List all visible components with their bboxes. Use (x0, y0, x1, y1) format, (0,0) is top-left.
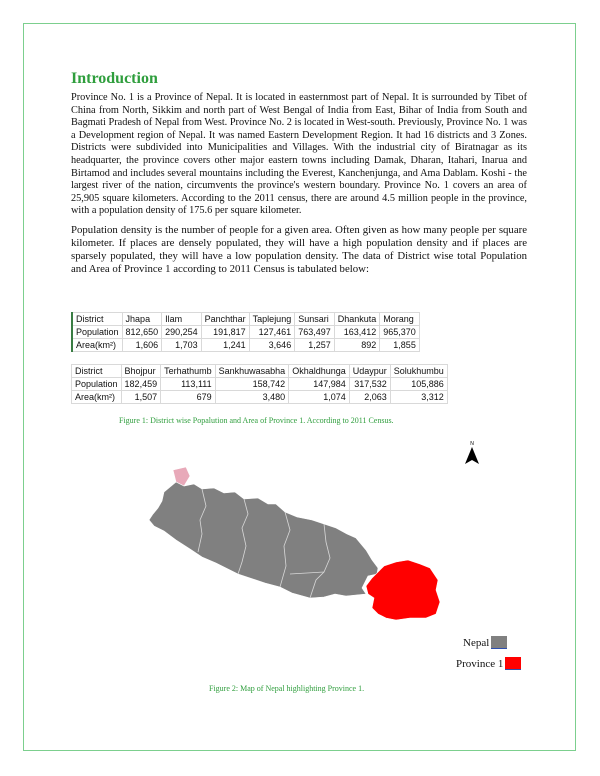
legend-province-1 (456, 657, 521, 670)
north-arrow (462, 440, 482, 466)
table-cell: 1,257 (295, 339, 335, 352)
table-cell: Ilam (162, 313, 202, 326)
table-header-row (72, 313, 419, 326)
legend-nepal-label: Nepal (463, 636, 490, 649)
table-cell: 158,742 (215, 378, 289, 391)
density-paragraph: Population density is the number of people for a given area. Often given as how many people per square kilometer. If places are densely populated, they will have a high population density and if places are sparsely populated, they will have a low population density. The data of District wise total Population and Area of Province 1 according to 2011 Census is tabulated below: (71, 223, 527, 275)
table-row (72, 326, 419, 339)
intro-paragraph: Province No. 1 is a Province of Nepal. It is located in easternmost part of Nepal. It is surrounded by Tibet of China from North, Sikkim and north part of West Bengal of India from East, Bihar of India from South and Bagmati Pradesh of Nepal from West. Province No. 2 is located in West-south. Previously, Province No. 1 was a Development region of Nepal. It was named Eastern Development Region. It had 16 districts and 3 Zones. Districts were subdivided into Municipalities and Villages. With the industrial city of Biratnagar as its headquarter, the province covers other major eastern towns including Damak, Dharan, Itahari, Inarua and Birtamod and includes several mountains including the Everest, Kanchenjunga, and Ama Dablam. Koshi - the largest river of the nation, circumvents the province's western boundary. Province No. 1 covers an area of 25,905 square kilometers. According to the 2011 census, there are around 4.5 million people in the province, with a population density of 175.6 per square kilometer. (71, 92, 528, 217)
table-cell: Panchthar (201, 313, 249, 326)
table-cell: 113,111 (161, 378, 216, 391)
table-cell: 182,459 (121, 378, 161, 391)
table-cell: Taplejung (249, 313, 295, 326)
table-cell: Bhojpur (121, 365, 161, 378)
table-cell: Jhapa (122, 313, 162, 326)
table-cell: 1,606 (122, 339, 162, 352)
legend-nepal (463, 636, 507, 649)
table-cell: 105,886 (390, 378, 447, 391)
table-row (72, 339, 419, 352)
table-cell: 317,532 (349, 378, 390, 391)
district-table-2 (71, 364, 448, 404)
table-cell: Area(km²) (72, 391, 122, 404)
table-cell: 679 (161, 391, 216, 404)
table-cell: 3,480 (215, 391, 289, 404)
table-header-row (72, 365, 448, 378)
table-cell: Dhankuta (334, 313, 380, 326)
table-cell: Terhathumb (161, 365, 216, 378)
table-cell: Population (72, 326, 122, 339)
north-arrow-icon (462, 440, 482, 466)
table-cell: Sankhuwasabha (215, 365, 289, 378)
legend-province-swatch (505, 657, 521, 670)
table-cell: Solukhumbu (390, 365, 447, 378)
legend-province-label: Province 1 (456, 657, 504, 670)
nepal-map-image (140, 462, 446, 628)
table-cell: Sunsari (295, 313, 335, 326)
table-cell: 2,063 (349, 391, 390, 404)
table-row (72, 391, 448, 404)
nepal-map (140, 462, 446, 628)
table-cell: 1,855 (380, 339, 420, 352)
table-cell: 1,241 (201, 339, 249, 352)
table-cell: 3,646 (249, 339, 295, 352)
table-cell: 763,497 (295, 326, 335, 339)
table-cell: 127,461 (249, 326, 295, 339)
section-heading: Introduction (71, 70, 158, 87)
figure-2-caption: Figure 2: Map of Nepal highlighting Province 1. (209, 684, 365, 693)
table-cell: 191,817 (201, 326, 249, 339)
table-cell: 147,984 (289, 378, 350, 391)
table-cell: Okhaldhunga (289, 365, 350, 378)
table-cell: 1,703 (162, 339, 202, 352)
table-cell: District (72, 313, 122, 326)
table-cell: Morang (380, 313, 420, 326)
document-body (71, 70, 527, 276)
north-label: N (470, 441, 474, 447)
table-cell: 965,370 (380, 326, 420, 339)
table-row (72, 378, 448, 391)
table-cell: District (72, 365, 122, 378)
district-table-1 (71, 312, 420, 352)
table-cell: 3,312 (390, 391, 447, 404)
table-cell: 812,650 (122, 326, 162, 339)
table-cell: 163,412 (334, 326, 380, 339)
table-cell: 1,074 (289, 391, 350, 404)
table-cell: Udaypur (349, 365, 390, 378)
table-cell: 1,507 (121, 391, 161, 404)
table-cell: 892 (334, 339, 380, 352)
table-cell: Population (72, 378, 122, 391)
table-cell: 290,254 (162, 326, 202, 339)
figure-1-caption: Figure 1: District wise Popalution and Area of Province 1. According to 2011 Census. (119, 416, 394, 425)
table-cell: Area(km²) (72, 339, 122, 352)
legend-nepal-swatch (491, 636, 507, 649)
